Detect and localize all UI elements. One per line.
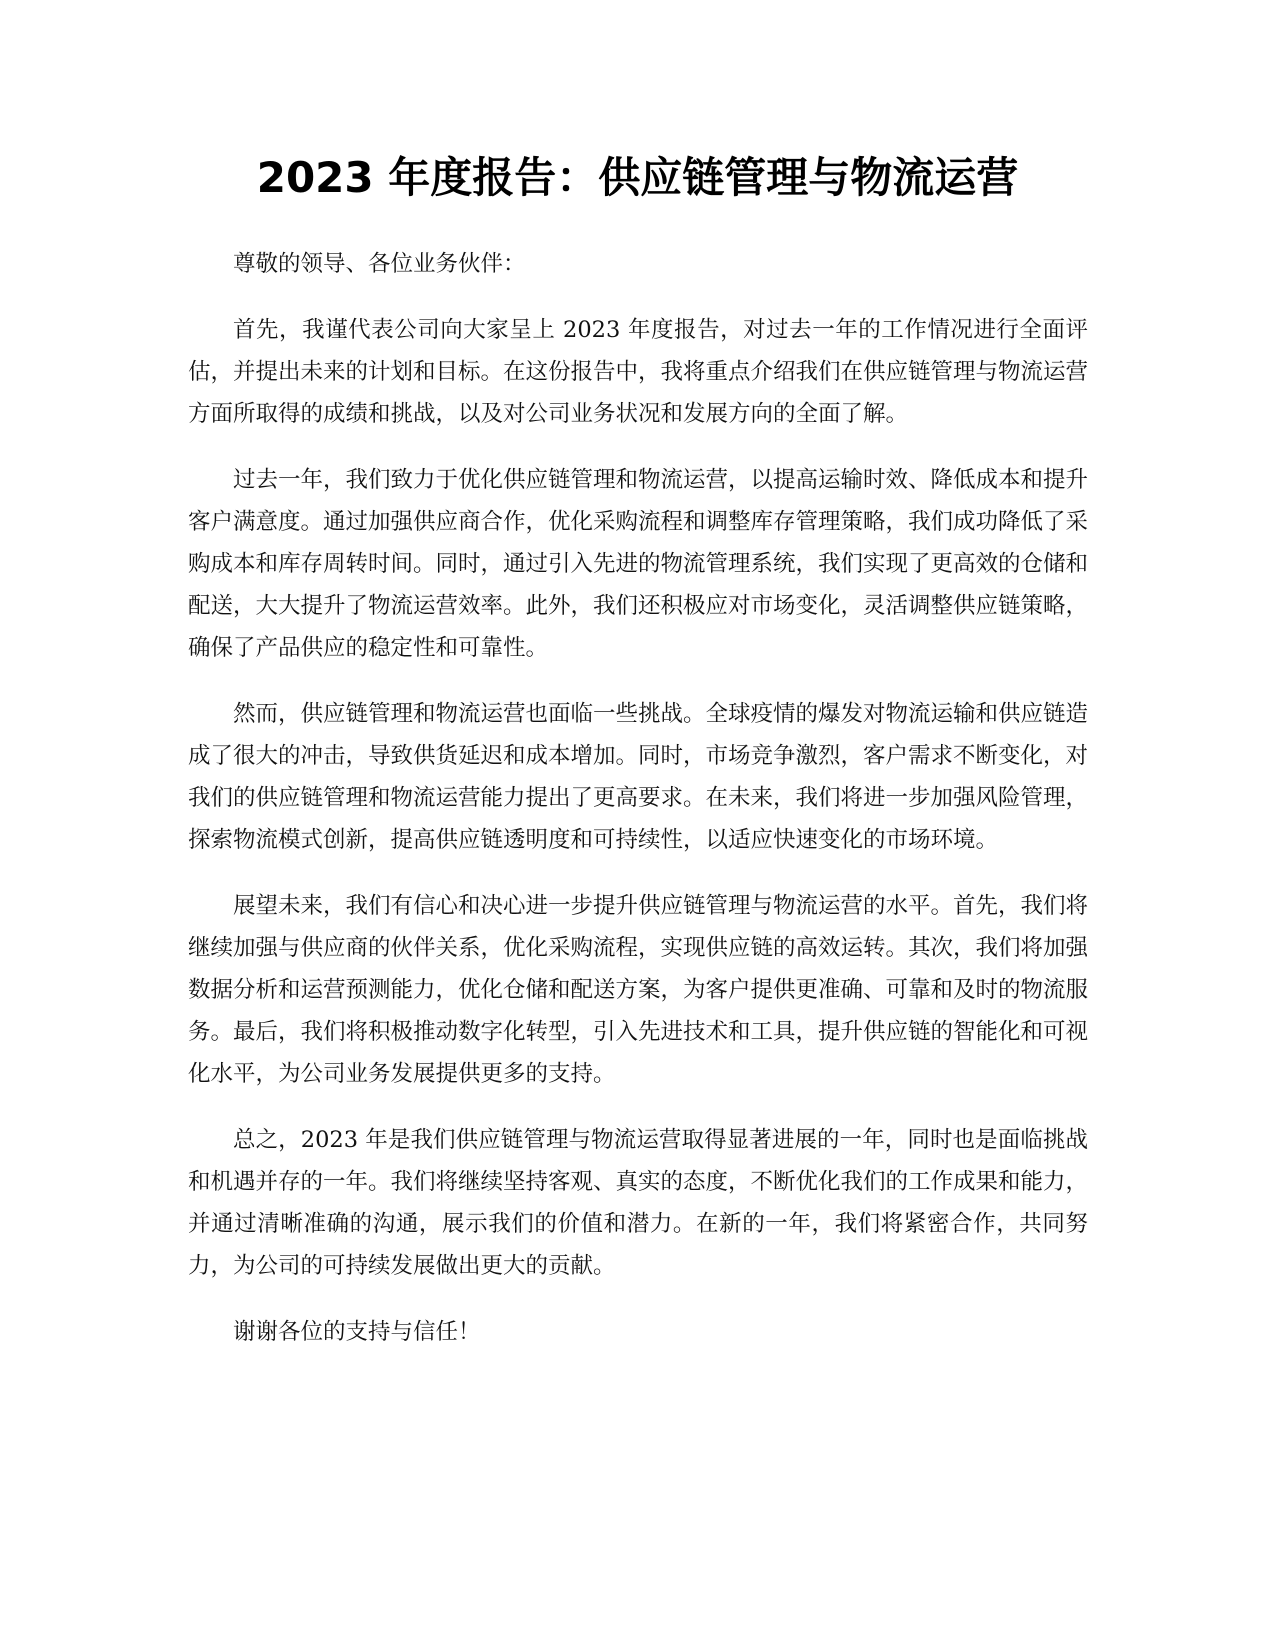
challenges-paragraph: 然而，供应链管理和物流运营也面临一些挑战。全球疫情的爆发对物流运输和供应链造成了很大的冲击，导致供货延迟和成本增加。同时，市场竞争激烈，客户需求不断变化，对我们的供应链管理和物流运营能力提出了更高要求。在未来，我们将进一步加强风险管理，探索物流模式创新，提高供应链透明度和可持续性，以适应快速变化的市场环境。	[188, 701, 1089, 853]
document-title: 2023 年度报告：供应链管理与物流运营	[256, 153, 1019, 202]
closing-paragraph: 谢谢各位的支持与信任！	[233, 1319, 481, 1345]
salutation-paragraph: 尊敬的领导、各位业务伙伴：	[233, 251, 526, 277]
summary-paragraph: 总之，2023 年是我们供应链管理与物流运营取得显著进展的一年，同时也是面临挑战和机遇并存的一年。我们将继续坚持客观、真实的态度，不断优化我们的工作成果和能力，并通过清晰准确的沟通，展示我们的价值和潜力。在新的一年，我们将紧密合作，共同努力，为公司的可持续发展做出更大的贡献。	[188, 1127, 1089, 1279]
outlook-paragraph: 展望未来，我们有信心和决心进一步提升供应链管理与物流运营的水平。首先，我们将继续加强与供应商的伙伴关系，优化采购流程，实现供应链的高效运转。其次，我们将加强数据分析和运营预测能力，优化仓储和配送方案，为客户提供更准确、可靠和及时的物流服务。最后，我们将积极推动数字化转型，引入先进技术和工具，提升供应链的智能化和可视化水平，为公司业务发展提供更多的支持。	[188, 893, 1089, 1087]
document-body	[188, 243, 1088, 1377]
intro-paragraph: 首先，我谨代表公司向大家呈上 2023 年度报告，对过去一年的工作情况进行全面评估，并提出未来的计划和目标。在这份报告中，我将重点介绍我们在供应链管理与物流运营方面所取得的成绩和挑战，以及对公司业务状况和发展方向的全面了解。	[188, 317, 1089, 427]
achievements-paragraph: 过去一年，我们致力于优化供应链管理和物流运营，以提高运输时效、降低成本和提升客户满意度。通过加强供应商合作，优化采购流程和调整库存管理策略，我们成功降低了采购成本和库存周转时间。同时，通过引入先进的物流管理系统，我们实现了更高效的仓储和配送，大大提升了物流运营效率。此外，我们还积极应对市场变化，灵活调整供应链策略，确保了产品供应的稳定性和可靠性。	[188, 467, 1089, 661]
